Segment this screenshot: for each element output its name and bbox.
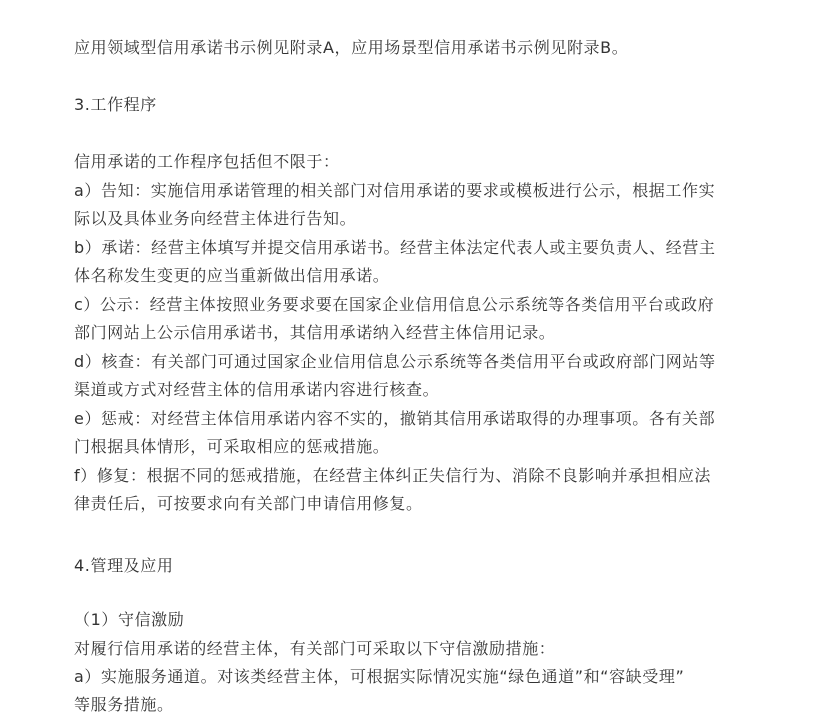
step-c-line-2: 部门网站上公示信用承诺书，其信用承诺纳入经营主体信用记录。 [74,323,556,342]
measure-a-line-2: 等服务措施。 [74,695,174,714]
section-3-heading: 3.工作程序 [74,95,157,114]
step-a-line-2: 际以及具体业务向经营主体进行告知。 [74,209,357,228]
step-f-line-1: f）修复：根据不同的惩戒措施，在经营主体纠正失信行为、消除不良影响并承担相应法 [74,466,712,485]
step-e-line-2: 门根据具体情形，可采取相应的惩戒措施。 [74,437,390,456]
step-d-line-1: d）核查：有关部门可通过国家企业信用信息公示系统等各类信用平台或政府部门网站等 [74,352,716,371]
step-f-line-2: 律责任后，可按要求向有关部门申请信用修复。 [74,494,423,513]
step-b-line-2: 体名称发生变更的应当重新做出信用承诺。 [74,266,390,285]
step-b-line-1: b）承诺：经营主体填写并提交信用承诺书。经营主体法定代表人或主要负责人、经营主 [74,238,716,257]
subsection-1-lead: 对履行信用承诺的经营主体，有关部门可采取以下守信激励措施： [74,639,556,658]
step-e-line-1: e）惩戒：对经营主体信用承诺内容不实的，撤销其信用承诺取得的办理事项。各有关部 [74,409,716,428]
subsection-1-heading: （1）守信激励 [74,610,185,629]
step-a-line-1: a）告知：实施信用承诺管理的相关部门对信用承诺的要求或模板进行公示，根据工作实 [74,181,716,200]
step-c-line-1: c）公示：经营主体按照业务要求要在国家企业信用信息公示系统等各类信用平台或政府 [74,295,715,314]
section-4-heading: 4.管理及应用 [74,556,174,575]
measure-a-line-1: a）实施服务通道。对该类经营主体，可根据实际情况实施“绿色通道”和“容缺受理” [74,667,685,686]
step-d-line-2: 渠道或方式对经营主体的信用承诺内容进行核查。 [74,380,440,399]
section-3-lead: 信用承诺的工作程序包括但不限于： [74,152,340,171]
intro-paragraph: 应用领域型信用承诺书示例见附录A，应用场景型信用承诺书示例见附录B。 [74,38,629,57]
